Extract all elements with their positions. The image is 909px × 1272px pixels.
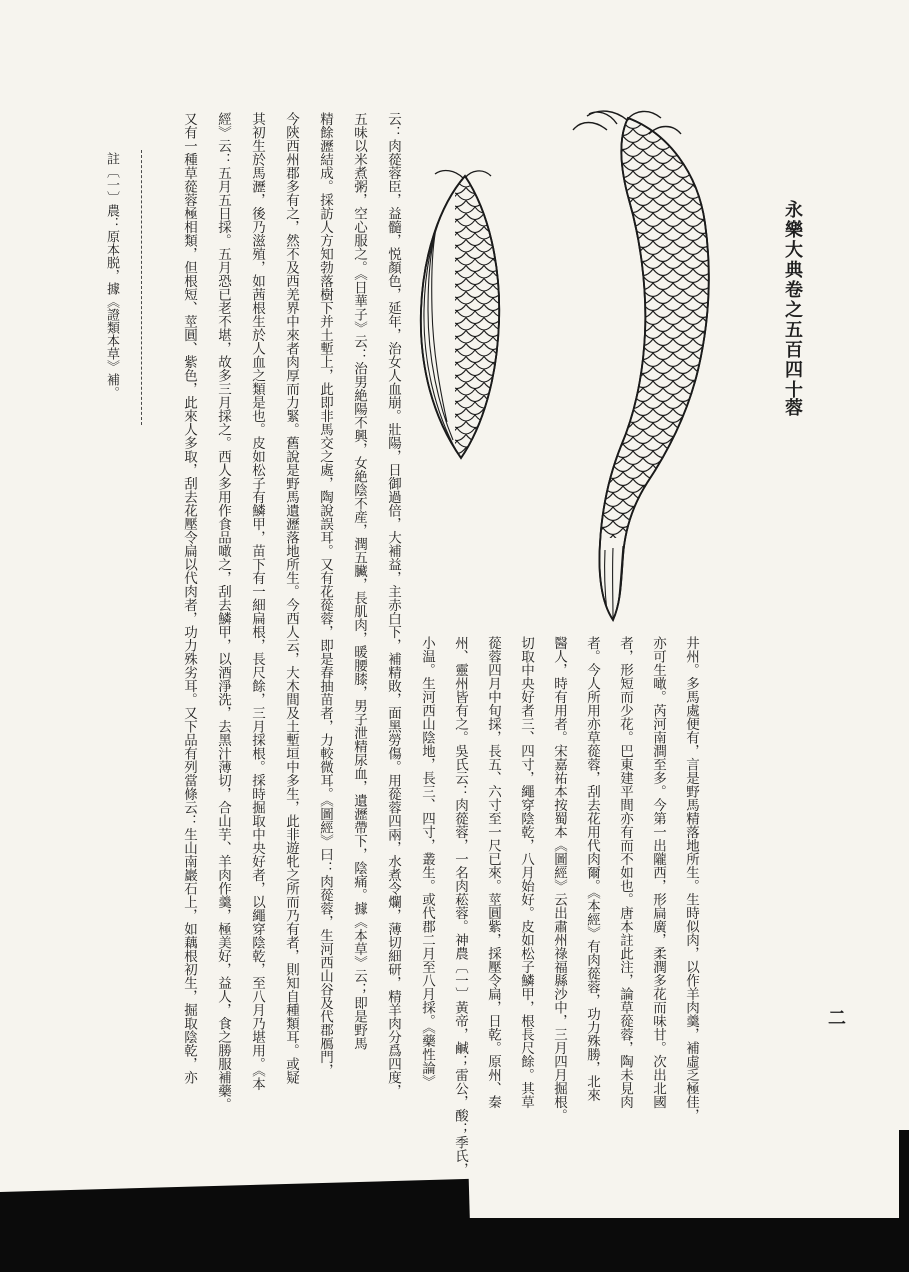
text-column: 云：肉蓯蓉臣，益髓，悦顏色，延年，治女人血崩。壯陽，日御過倍，大補益，主赤白下，補精敗，面黑勞傷。用蓯蓉四兩，水煮令爛，薄切細研，精羊肉分爲四度， <box>385 112 401 1098</box>
text-column: 其初生於馬瀝，後乃滋殖，如茜根生於人血之類是也。皮如松子有鱗甲，苗下有一細扁根，長尺餘，三月採根。採時掘取中央好者，以繩穿陰乾，至八月乃堪用。《本 <box>249 112 265 1091</box>
text-column: 精餘瀝結成。採訪人方知勃落樹下并土塹上，此即非馬交之處，陶說誤耳。又有花蓯蓉，即是春抽苗者，力較微耳。《圖經》曰：肉蓯蓉，生河西山谷及代郡鴈門， <box>317 112 333 1078</box>
text-column: 者。今人所用亦草蓯蓉，刮去花用代肉爾。《本經》有肉蓯蓉，功力殊勝，北來 <box>584 636 600 1102</box>
text-column: 五味以米煮粥，空心服之。《日華子》云：治男絶陽不興，女絶陰不産，潤五臟，長肌肉，暖腰膝，男子泄精尿血，遺瀝帶下，陰痛。據《本草》云；即是野馬 <box>351 112 367 1051</box>
annotation-divider-rule <box>141 150 142 425</box>
text-column: 亦可生噉。芮河南澗至多。今第一出隴西，形扁廣，柔潤多花而味甘。次出北國 <box>650 636 666 1109</box>
text-column: 經》云：五月五日採。五月恐已老不堪，故多三月採之。西人多用作食品噉之，刮去鱗甲，以酒淨洗，去黑汁薄切，合山芋、羊肉作羹，極美好，益人，食之勝服補藥。 <box>215 112 231 1111</box>
text-block-right <box>410 636 707 1196</box>
cistanche-stem-small-illustration <box>403 168 531 468</box>
text-column: 又有一種草蓯蓉極相類，但根短、莖圓、紫色，此來人多取，刮去花壓令扁以代肉者，功力殊劣耳。又下品有列當條云：生山南巖石上，如藕根初生，掘取陰乾，亦 <box>181 112 197 1084</box>
text-column: 小温。生河西山陰地，長三、四寸，叢生。或代郡二月至八月採。《藥性論》 <box>419 636 435 1089</box>
text-block-left <box>172 112 410 1187</box>
entry-subject: 蓉 <box>782 398 803 416</box>
text-column: 今陝西州郡多有之，然不及西羌界中來者肉厚而力緊。舊說是野馬遺瀝落地所生。今西人云，大木間及土塹垣中多生，此非遊牝之所而乃有者，則知自種類耳。或疑 <box>283 112 299 1084</box>
volume-title: 永樂大典卷之五百四十 <box>782 200 803 400</box>
text-column: 者，形短而少花。巴東建平間亦有而不如也。唐本註此注，論草蓯蓉，陶未見肉 <box>617 636 633 1109</box>
collation-note: 註〔一〕農：原本脱，據《證類本草》補。 <box>104 152 119 399</box>
page-number: 二 <box>825 1008 846 1026</box>
text-column: 切取中央好者三、四寸，繩穿陰乾，八月始好。皮如松子鱗甲，根長尺餘。其草 <box>518 636 534 1109</box>
scan-border-right <box>899 1130 909 1272</box>
text-column: 井州。多馬處便有，言是野馬精落地所生。生時似肉，以作羊肉羹，補虛乏極佳， <box>683 636 699 1122</box>
scan-border-bottom <box>0 1218 909 1272</box>
text-column: 醫人，時有用者。宋嘉祐本按蜀本《圖經》云出肅州祿福縣沙中，三月四月掘根。 <box>551 636 567 1122</box>
text-column: 州、靈州皆有之。吳氏云：肉蓯蓉，一名肉菘蓉。神農〔一〕黃帝，鹹；雷公，酸；季氏， <box>452 636 468 1176</box>
text-column: 蓯蓉四月中旬採，長五、六寸至一尺已來。莖圓紫，採壓令扁，日乾。原州、秦 <box>485 636 501 1109</box>
cistanche-stem-large-illustration <box>543 108 733 630</box>
